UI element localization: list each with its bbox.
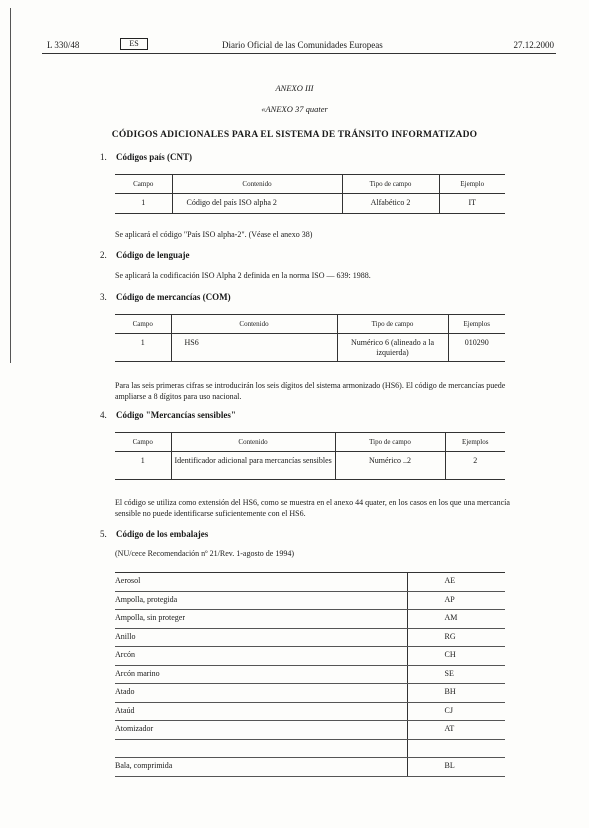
table-row <box>115 647 505 666</box>
table-cell: HS6 <box>171 334 337 362</box>
column-header: Tipo de campo <box>342 175 439 194</box>
table-row <box>115 702 505 721</box>
annex-heading: ANEXO III <box>275 83 314 93</box>
column-header: Contenido <box>171 315 337 334</box>
section-heading <box>100 292 231 302</box>
commodity-code-table <box>115 314 505 362</box>
section-title: Código "Mercancías sensibles" <box>116 410 236 420</box>
section-number: 3. <box>100 292 107 302</box>
section-title: Código de lenguaje <box>116 250 190 260</box>
section-heading <box>100 152 192 162</box>
table-cell: Código del país ISO alpha 2 <box>172 194 342 214</box>
package-code: AT <box>407 721 505 740</box>
column-header: Ejemplos <box>445 433 505 452</box>
publication-date: 27.12.2000 <box>513 40 554 50</box>
table-cell: 010290 <box>448 334 505 362</box>
page-reference: L 330/48 <box>47 40 80 50</box>
package-name: Arcón <box>115 647 407 666</box>
section-number: 2. <box>100 250 107 260</box>
column-header: Campo <box>133 180 154 188</box>
country-code-table <box>115 174 505 214</box>
package-name: Atomizador <box>115 721 407 740</box>
package-name: Aerosol <box>115 573 407 592</box>
section-heading <box>100 250 190 260</box>
package-code: AP <box>407 591 505 610</box>
table-row <box>115 758 505 777</box>
column-header: Ejemplo <box>439 175 505 194</box>
section-heading <box>100 529 208 539</box>
sensitive-goods-table <box>115 432 505 480</box>
section-number: 1. <box>100 152 107 162</box>
package-code: CJ <box>407 702 505 721</box>
section-title: Código de mercancías (COM) <box>116 292 231 302</box>
table-row <box>115 721 505 740</box>
column-header: Campo <box>132 320 153 328</box>
section-note: Se aplicará la codificación ISO Alpha 2 definida en la norma ISO — 639: 1988. <box>115 271 371 280</box>
table-cell: Numérico ..2 <box>335 452 445 480</box>
package-name: Ataúd <box>115 702 407 721</box>
table-row <box>115 665 505 684</box>
package-code: BL <box>407 758 505 777</box>
table-cell: 1 <box>140 456 145 465</box>
table-cell: Numérico 6 (alineado a la izquierda) <box>337 334 448 362</box>
column-header: Contenido <box>172 175 342 194</box>
header-rule <box>42 53 556 54</box>
section-note: Se aplicará el código "País ISO alpha-2". (Véase el anexo 38) <box>115 230 313 239</box>
table-row <box>115 610 505 629</box>
table-cell: IT <box>439 194 505 214</box>
language-badge: ES <box>120 38 148 50</box>
table-row <box>115 573 505 592</box>
table-cell: Alfabético 2 <box>342 194 439 214</box>
table-row <box>115 591 505 610</box>
package-code-table <box>115 572 505 777</box>
section-number: 5. <box>100 529 107 539</box>
package-name <box>115 739 407 758</box>
column-header: Campo <box>132 438 153 446</box>
package-code: CH <box>407 647 505 666</box>
table-cell: 1 <box>141 198 146 207</box>
package-code: BH <box>407 684 505 703</box>
section-note: Para las seis primeras cifras se introducirán los seis dígitos del sistema armonizado (HS6). El código de mercancías puede ampliarse a 8 dígitos para uso nacional. <box>115 381 506 401</box>
section-note: El código se utiliza como extensión del HS6, como se muestra en el anexo 44 quater, en los casos en los que una mercancía sensible no puede identificarse suficientemente con el HS6. <box>115 498 510 518</box>
package-name: Atado <box>115 684 407 703</box>
scan-edge-line <box>10 8 11 363</box>
column-header: Tipo de campo <box>335 433 445 452</box>
package-code: RG <box>407 628 505 647</box>
section-title: Código de los embalajes <box>116 529 209 539</box>
journal-title: Diario Oficial de las Comunidades Europeas <box>222 40 383 50</box>
column-header: Tipo de campo <box>337 315 448 334</box>
annex-subheading: «ANEXO 37 quater <box>261 104 328 114</box>
package-name: Anillo <box>115 628 407 647</box>
column-header: Ejemplos <box>448 315 505 334</box>
section-title: Códigos país (CNT) <box>116 152 193 162</box>
table-row <box>115 739 505 758</box>
package-code: AE <box>407 573 505 592</box>
section-source: (NU/cece Recomendación nº 21/Rev. 1-agosto de 1994) <box>115 549 295 558</box>
package-name: Ampolla, sin proteger <box>115 610 407 629</box>
main-title: CÓDIGOS ADICIONALES PARA EL SISTEMA DE TRÁNSITO INFORMATIZADO <box>111 130 478 140</box>
package-name: Ampolla, protegida <box>115 591 407 610</box>
package-code <box>407 739 505 758</box>
table-row <box>115 684 505 703</box>
section-number: 4. <box>100 410 107 420</box>
package-code: SE <box>407 665 505 684</box>
table-cell: 2 <box>445 452 505 480</box>
table-cell: Identificador adicional para mercancías sensibles <box>171 452 335 480</box>
package-name: Bala, comprimida <box>115 758 407 777</box>
package-name: Arcón marino <box>115 665 407 684</box>
package-code: AM <box>407 610 505 629</box>
table-cell: 1 <box>140 338 145 347</box>
table-row <box>115 628 505 647</box>
section-heading <box>100 410 236 420</box>
column-header: Contenido <box>171 433 335 452</box>
